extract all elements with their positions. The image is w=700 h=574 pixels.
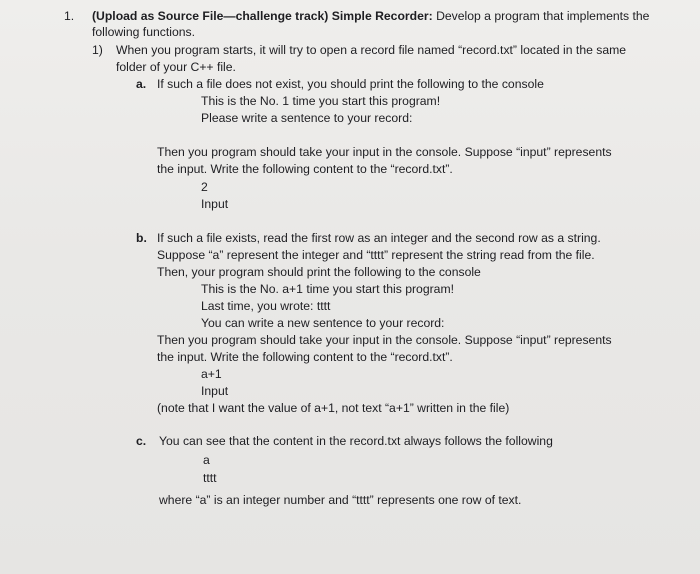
part-b-console-2: Last time, you wrote: tttt [201, 299, 331, 313]
question-intro-line-2: following functions. [92, 25, 195, 39]
part-a-file-2: Input [201, 197, 229, 211]
part-c-file-2: tttt [203, 471, 217, 485]
part-a-console-2: Please write a sentence to your record: [201, 111, 413, 125]
part-b-line-1: If such a file exists, read the first row as an integer and the second row as a string. [157, 231, 601, 245]
part-a-marker: a. [136, 77, 147, 91]
question-title: (Upload as Source File—challenge track) Simple Recorder: [92, 9, 433, 23]
part-b-line-2: Suppose “a” represent the integer and “tttt” represent the string read from the file. [157, 248, 595, 262]
step-line-2: folder of your C++ file. [116, 60, 236, 74]
part-b-file-1: a+1 [201, 367, 222, 381]
question-intro-line-1 [92, 9, 649, 23]
part-c-marker: c. [136, 434, 147, 448]
part-c-line-1: You can see that the content in the record.txt always follows the following [159, 434, 553, 448]
part-c-file-1: a [203, 453, 210, 467]
part-b-console-1: This is the No. a+1 time you start this program! [201, 282, 454, 296]
step-number: 1) [92, 43, 103, 57]
part-b-marker: b. [136, 231, 147, 245]
part-b-console-3: You can write a new sentence to your record: [201, 316, 445, 330]
part-b-line-5: the input. Write the following content to the “record.txt”. [157, 350, 453, 364]
part-a-file-1: 2 [201, 180, 208, 194]
part-b-note: (note that I want the value of a+1, not text “a+1” written in the file) [157, 401, 510, 415]
part-a-line-1: If such a file does not exist, you should print the following to the console [157, 77, 544, 91]
part-b-line-3: Then, your program should print the following to the console [157, 265, 481, 279]
part-c-line-2: where “a” is an integer number and “tttt” represents one row of text. [159, 493, 522, 507]
question-intro-rest: Develop a program that implements the [432, 9, 650, 23]
part-b-line-4: Then you program should take your input in the console. Suppose “input” represents [157, 333, 612, 347]
part-a-line-2: Then you program should take your input in the console. Suppose “input” represents [157, 145, 612, 159]
step-line-1: When you program starts, it will try to open a record file named “record.txt” located in the same [116, 43, 627, 57]
part-a-console-1: This is the No. 1 time you start this program! [201, 94, 441, 108]
part-b-file-2: Input [201, 384, 229, 398]
part-a-line-3: the input. Write the following content to the “record.txt”. [157, 162, 453, 176]
question-number: 1. [64, 9, 75, 23]
